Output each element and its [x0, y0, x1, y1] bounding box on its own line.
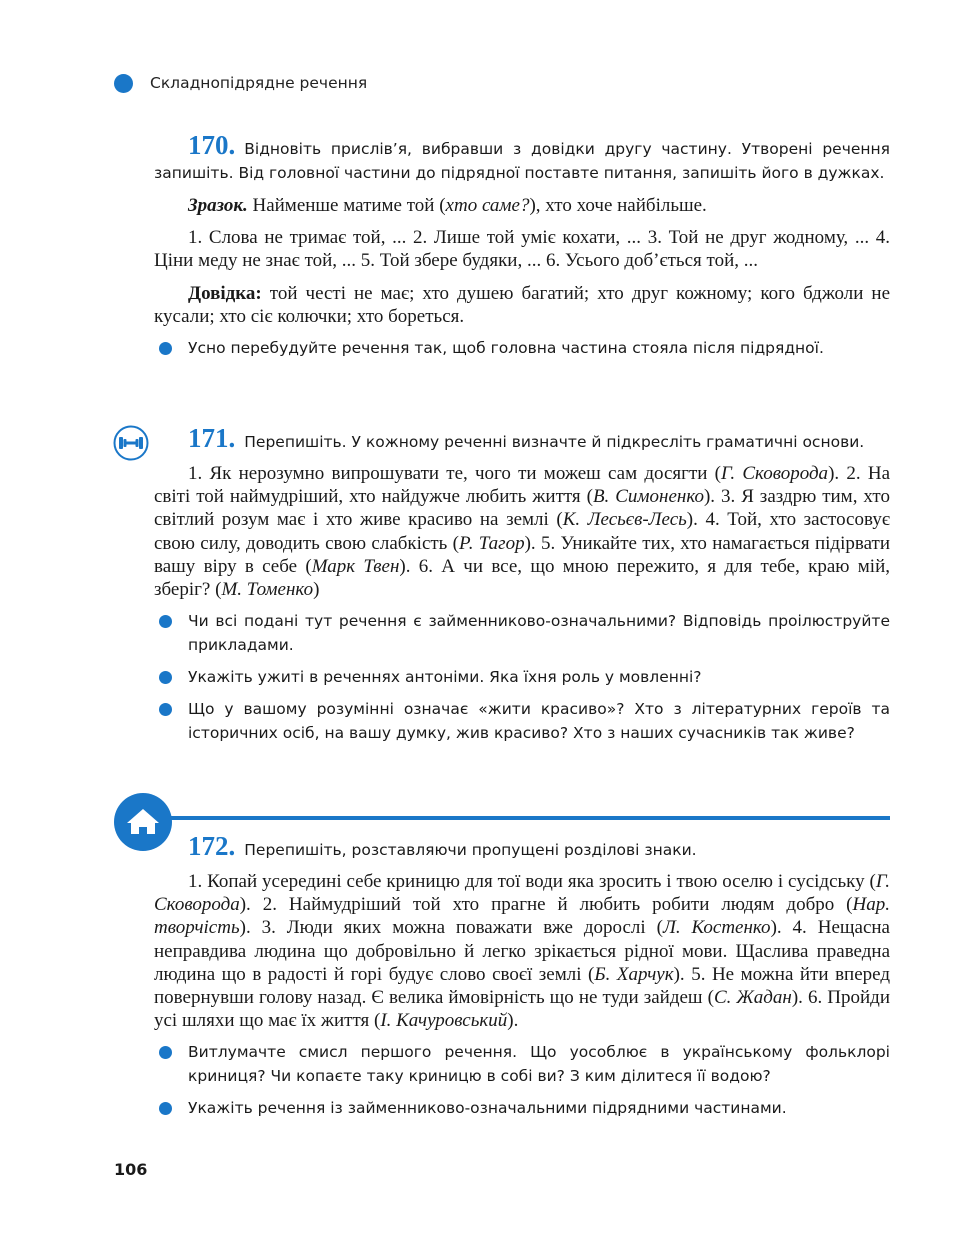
author: Г. Сковорода — [154, 871, 890, 916]
sentence: ). 5. Уникайте тих, хто намагається підірвати вашу віру в себе ( — [154, 532, 891, 577]
exercise-172-bullet-1 — [154, 1040, 890, 1088]
sentence: 1. Як нерозумно випрошувати те, чого ти можеш сам досягти ( — [188, 463, 721, 484]
exercise-171-bullet-3 — [154, 697, 890, 745]
exercise-171-text — [154, 462, 890, 601]
exercise-170 — [154, 130, 890, 360]
dumbbell-icon — [113, 425, 149, 461]
sentence: 1. Копай усередині себе криницю для тої води яка зросить і твою оселю і сусідську ( — [188, 871, 876, 892]
bullet-dot — [159, 342, 172, 355]
sentence: ) — [313, 579, 320, 601]
bullet-dot — [159, 615, 172, 628]
sample-text: Найменше матиме той ( — [247, 195, 446, 216]
sentence: ). 2. На світі той наймудріший, хто найдужче любить життя ( — [154, 463, 890, 508]
task-text: Перепишіть. У кожному реченні визначте й підкресліть граматичні основи. — [244, 433, 865, 451]
task-text: Відновіть прислів’я, вибравши з довідки другу частину. Утворені речення запишіть. Від головної частини до підрядної поставте питання, запишіть його в дужках. — [154, 140, 890, 182]
exercise-171-bullet-2 — [154, 665, 890, 689]
header-bullet — [114, 74, 133, 93]
sample-label: Зразок. — [188, 195, 248, 216]
author: Б. Харчук — [594, 963, 674, 985]
bullet-text: Чи всі подані тут речення є займенниково-означальними? Відповідь проілюструйте прикладами. — [188, 612, 890, 655]
sentence: ). 3. Я заздрю тим, хто світлий розум має і хто живе красиво на землі ( — [154, 486, 890, 531]
author: Л. Костенко — [662, 917, 771, 939]
exercise-171-number: 171. — [188, 423, 236, 453]
bullet-text: Укажіть ужиті в реченнях антоніми. Яка їхня роль у мовленні? — [188, 668, 702, 687]
chapter-title: Складнопідрядне речення — [150, 74, 368, 92]
author: С. Жадан — [713, 987, 792, 1009]
author: Марк Твен — [311, 555, 400, 577]
bullet-dot — [159, 1102, 172, 1115]
bullet-text: Що у вашому розумінні означає «жити красиво»? Хто з літературних героїв та історичних осіб, на вашу думку, жив красиво? Хто з наших сучасників так живе? — [188, 700, 890, 743]
exercise-171 — [154, 423, 891, 745]
sample-question: хто саме? — [445, 195, 530, 216]
bullet-text: Витлумачте смисл першого речення. Що уособлює в українському фольклорі криниця? Чи копаєте таку криницю в собі ви? З ким ділитеся її водою? — [188, 1043, 890, 1086]
exercise-170-number: 170. — [188, 130, 236, 160]
reference-text: той честі не має; хто душею багатий; хто друг кожному; кого бджоли не кусали; хто сіє колючки; хто бореться. — [154, 282, 890, 327]
task-text: Перепишіть, розставляючи пропущені розділові знаки. — [244, 841, 697, 859]
exercise-170-items: 1. Слова не тримає той, ... 2. Лише той уміє кохати, ... 3. Той не друг жодному, ... 4. Ціни меду не знає той, ... 5. Той збере будяки, ... 6. Усього доб’ється той, ... — [154, 227, 890, 272]
bullet-text: Укажіть речення із займенниково-означальними підрядними частинами. — [188, 1099, 787, 1118]
sentence: ). 5. Не можна йти вперед повернувши голову назад. Є велика ймовірність що не туди зайдеш ( — [154, 963, 891, 1009]
bullet-dot — [159, 1046, 172, 1059]
bullet-text: Усно перебудуйте речення так, щоб головна частина стояла після підрядної. — [188, 339, 824, 358]
author: Г. Сковорода — [721, 463, 829, 484]
section-divider — [168, 816, 890, 820]
sentence: ). 3. Люди яких можна поважати вже дорослі ( — [239, 917, 663, 939]
author: І. Качуровський — [380, 1010, 508, 1032]
sentence: ). 2. Наймудріший той хто прагне й любить робити людям добро ( — [239, 894, 853, 916]
page-header — [114, 72, 367, 94]
exercise-171-task — [154, 423, 890, 454]
author: Р. Тагор — [459, 532, 525, 554]
sample-text: ), хто хоче найбільше. — [529, 195, 707, 216]
reference-label: Довідка: — [188, 282, 262, 304]
exercise-171-bullet-1 — [154, 609, 890, 657]
exercise-172-bullet-2 — [154, 1096, 890, 1120]
exercise-172-number: 172. — [188, 831, 236, 861]
exercise-172 — [154, 831, 891, 1120]
author: М. Томенко — [221, 579, 314, 601]
sentence: ). 4. Нещасна неправдива людина що добровільно й легко зрікається рідної мови. Щаслива праведна людина що в радості й горі будує слово своєї землі ( — [154, 917, 890, 985]
exercise-172-task — [154, 831, 890, 862]
sentence: ). 4. Той, хто застосовує свою силу, доводить свою слабкість ( — [154, 509, 890, 554]
exercise-170-sample — [154, 194, 890, 217]
sentence: ). 6. А чи все, що мною пережито, я для тебе, краю мій, зберіг? ( — [154, 555, 891, 601]
exercise-170-task — [154, 130, 890, 185]
page-number: 106 — [114, 1160, 148, 1179]
exercise-170-bullet-1 — [154, 336, 890, 360]
bullet-dot — [159, 703, 172, 716]
sentence: ). — [507, 1010, 519, 1032]
author: К. Лесьєв-Лесь — [562, 509, 687, 531]
sentence: ). 6. Пройди усі шляхи що має їх життя ( — [154, 987, 891, 1032]
exercise-170-reference — [154, 282, 890, 328]
exercise-172-text — [154, 870, 890, 1032]
bullet-dot — [159, 671, 172, 684]
author: Нар. творчість — [154, 894, 890, 939]
author: В. Симоненко — [592, 486, 704, 508]
